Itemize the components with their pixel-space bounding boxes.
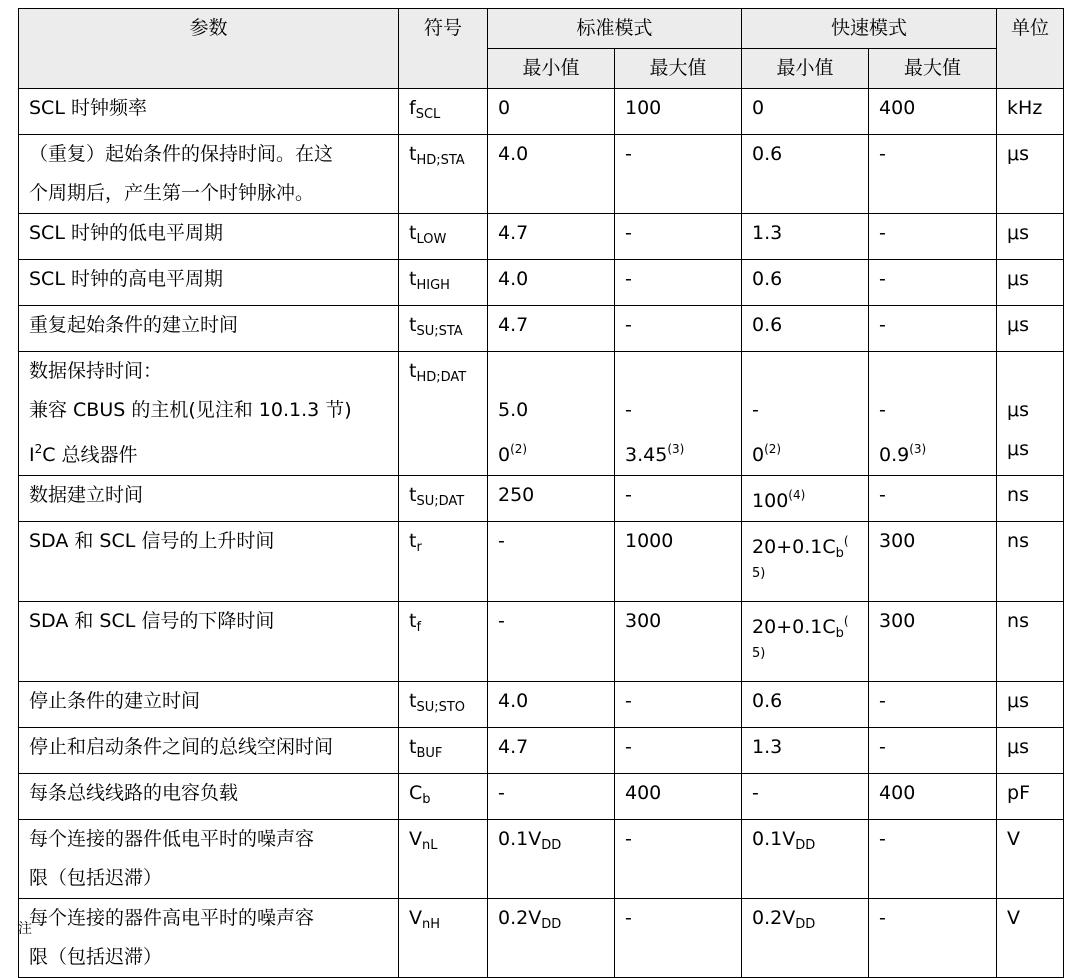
fast-min-cell: 0.6: [742, 306, 869, 352]
param-cell: 每个连接的器件低电平时的噪声容 限（包括迟滞）: [19, 820, 399, 899]
unit-cell: ns: [997, 602, 1064, 682]
fast-min-cell: $0.2V_{DD}$: [742, 899, 869, 978]
param-cell: SCL 时钟频率: [19, 89, 399, 135]
header-symbol: 符号: [399, 9, 488, 89]
table-row: [19, 682, 1064, 728]
fast-max-cell: 400: [869, 89, 997, 135]
param-cell: 重复起始条件的建立时间: [19, 306, 399, 352]
unit-cell: μs: [997, 728, 1064, 774]
symbol-cell: $t_{LOW}$: [399, 214, 488, 260]
fast-min-cell: 1.3: [742, 728, 869, 774]
std-max-cell: -: [615, 899, 742, 978]
table-row: [19, 899, 1064, 978]
header-std-min: 最小值: [488, 49, 615, 89]
std-min-cell: -: [488, 522, 615, 602]
unit-cell: V: [997, 899, 1064, 978]
table-row: [19, 306, 1064, 352]
symbol-cell: $t_{SU;STO}$: [399, 682, 488, 728]
std-max-cell: -: [615, 476, 742, 522]
table-row: [19, 260, 1064, 306]
std-max-cell: - 3.45$^{(3)}$: [615, 352, 742, 476]
table-row: [19, 602, 1064, 682]
std-min-cell: 4.0: [488, 135, 615, 214]
fast-max-cell: - 0.9$^{(3)}$: [869, 352, 997, 476]
fast-max-cell: 300: [869, 522, 997, 602]
unit-cell: V: [997, 820, 1064, 899]
symbol-cell: $f_{SCL}$: [399, 89, 488, 135]
header-unit: 单位: [997, 9, 1064, 89]
table-row: [19, 135, 1064, 214]
param-cell: 每条总线线路的电容负载: [19, 774, 399, 820]
footnote-label: 注: [18, 921, 32, 937]
unit-cell: ns: [997, 476, 1064, 522]
symbol-cell: $t_r$: [399, 522, 488, 602]
std-max-cell: 100: [615, 89, 742, 135]
fast-max-cell: -: [869, 899, 997, 978]
std-max-cell: 1000: [615, 522, 742, 602]
unit-cell: μs μs: [997, 352, 1064, 476]
fast-min-cell: 0.6: [742, 260, 869, 306]
i2c-timing-table: [18, 8, 1064, 978]
header-fast-mode: 快速模式: [742, 9, 997, 49]
table-row: [19, 476, 1064, 522]
fast-min-cell: 0.6: [742, 682, 869, 728]
symbol-cell: $C_b$: [399, 774, 488, 820]
param-cell: 数据保持时间： 兼容 CBUS 的主机(见注和 10.1.3 节) $I^2C$ 总线器件: [19, 352, 399, 476]
std-min-cell: 0: [488, 89, 615, 135]
fast-min-cell: $0.1V_{DD}$: [742, 820, 869, 899]
fast-max-cell: -: [869, 260, 997, 306]
param-cell: （重复）起始条件的保持时间。在这 个周期后，产生第一个时钟脉冲。: [19, 135, 399, 214]
std-min-cell: $0.1V_{DD}$: [488, 820, 615, 899]
std-min-cell: 250: [488, 476, 615, 522]
fast-min-cell: $20+0.1C_b^($ 5): [742, 602, 869, 682]
symbol-cell: $V_{nH}$: [399, 899, 488, 978]
table-row: [19, 774, 1064, 820]
table-row: [19, 522, 1064, 602]
unit-cell: kHz: [997, 89, 1064, 135]
symbol-cell: $t_{HIGH}$: [399, 260, 488, 306]
param-cell: 停止条件的建立时间: [19, 682, 399, 728]
std-min-cell: $0.2V_{DD}$: [488, 899, 615, 978]
param-cell: SDA 和 SCL 信号的上升时间: [19, 522, 399, 602]
fast-max-cell: -: [869, 820, 997, 899]
symbol-cell: $t_f$: [399, 602, 488, 682]
unit-cell: pF: [997, 774, 1064, 820]
unit-cell: μs: [997, 306, 1064, 352]
std-max-cell: -: [615, 260, 742, 306]
std-min-cell: -: [488, 774, 615, 820]
std-min-cell: 5.0 0$^{(2)}$: [488, 352, 615, 476]
param-cell: 每个连接的器件高电平时的噪声容 限（包括迟滞）: [19, 899, 399, 978]
std-max-cell: -: [615, 682, 742, 728]
symbol-cell: $t_{HD;STA}$: [399, 135, 488, 214]
fast-max-cell: -: [869, 135, 997, 214]
header-fast-max: 最大值: [869, 49, 997, 89]
std-min-cell: -: [488, 602, 615, 682]
std-max-cell: -: [615, 820, 742, 899]
std-min-cell: 4.7: [488, 728, 615, 774]
fast-max-cell: -: [869, 682, 997, 728]
unit-cell: μs: [997, 260, 1064, 306]
fast-max-cell: 300: [869, 602, 997, 682]
std-min-cell: 4.7: [488, 214, 615, 260]
unit-cell: μs: [997, 214, 1064, 260]
symbol-cell: $t_{SU;STA}$: [399, 306, 488, 352]
fast-max-cell: -: [869, 214, 997, 260]
table-row: [19, 820, 1064, 899]
std-min-cell: 4.7: [488, 306, 615, 352]
fast-max-cell: -: [869, 728, 997, 774]
fast-min-cell: 1.3: [742, 214, 869, 260]
fast-min-cell: - 0$^{(2)}$: [742, 352, 869, 476]
unit-cell: μs: [997, 135, 1064, 214]
unit-cell: ns: [997, 522, 1064, 602]
table-row: [19, 89, 1064, 135]
fast-min-cell: 0: [742, 89, 869, 135]
std-min-cell: 4.0: [488, 260, 615, 306]
fast-max-cell: -: [869, 306, 997, 352]
symbol-cell: $V_{nL}$: [399, 820, 488, 899]
header-fast-min: 最小值: [742, 49, 869, 89]
fast-min-cell: 100$^{(4)}$: [742, 476, 869, 522]
unit-cell: μs: [997, 682, 1064, 728]
table-row: [19, 214, 1064, 260]
header-std-max: 最大值: [615, 49, 742, 89]
std-max-cell: -: [615, 135, 742, 214]
fast-min-cell: -: [742, 774, 869, 820]
param-cell: 数据建立时间: [19, 476, 399, 522]
param-cell: SCL 时钟的高电平周期: [19, 260, 399, 306]
table-row-data-hold: [19, 352, 1064, 476]
std-max-cell: -: [615, 214, 742, 260]
std-max-cell: 400: [615, 774, 742, 820]
header-standard-mode: 标准模式: [488, 9, 742, 49]
std-max-cell: -: [615, 728, 742, 774]
table-row: [19, 728, 1064, 774]
fast-min-cell: $20+0.1C_b^($ 5): [742, 522, 869, 602]
param-cell: SCL 时钟的低电平周期: [19, 214, 399, 260]
std-max-cell: 300: [615, 602, 742, 682]
std-min-cell: 4.0: [488, 682, 615, 728]
symbol-cell: $t_{HD;DAT}$: [399, 352, 488, 476]
fast-min-cell: 0.6: [742, 135, 869, 214]
header-param: 参数: [19, 9, 399, 89]
fast-max-cell: -: [869, 476, 997, 522]
symbol-cell: $t_{SU;DAT}$: [399, 476, 488, 522]
param-cell: SDA 和 SCL 信号的下降时间: [19, 602, 399, 682]
symbol-cell: $t_{BUF}$: [399, 728, 488, 774]
fast-max-cell: 400: [869, 774, 997, 820]
std-max-cell: -: [615, 306, 742, 352]
param-cell: 停止和启动条件之间的总线空闲时间: [19, 728, 399, 774]
